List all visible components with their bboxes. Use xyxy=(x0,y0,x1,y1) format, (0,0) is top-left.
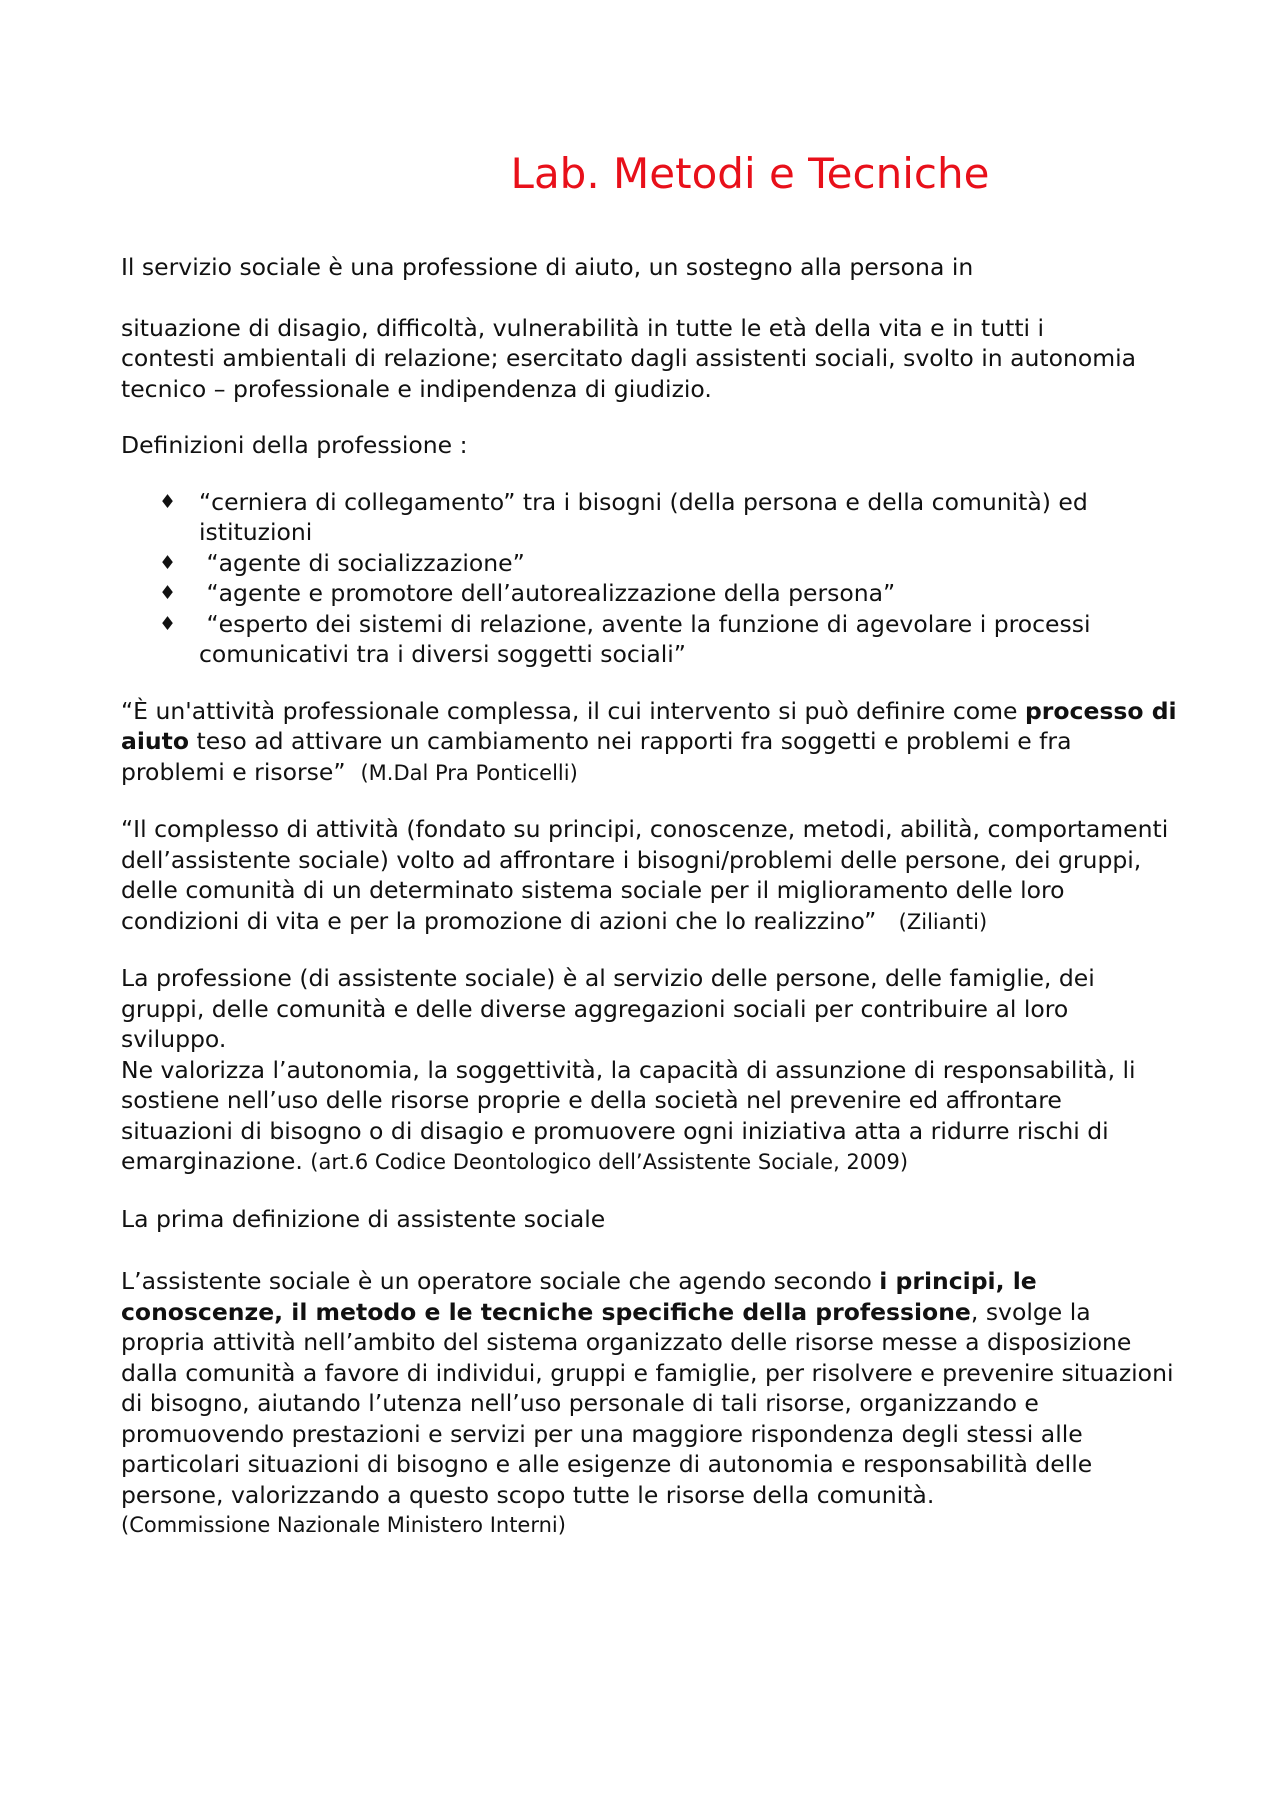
article-6-paragraph xyxy=(121,963,1181,1178)
quote-text: “È un'attività professionale complessa, il cui intervento si può definire come xyxy=(121,696,1025,725)
quote-text: “Il complesso di attività (fondato su principi, conoscenze, metodi, abilità, comportamenti dell’assistente sociale) volto ad affrontare i bisogni/problemi delle persone, dei gruppi, delle comunità di un determinato sistema sociale per il miglioramento delle loro condizioni di vita e per la promozione di azioni che lo realizzino” xyxy=(121,815,1176,935)
first-definition-paragraph xyxy=(121,1266,1181,1541)
list-item-text: “cerniera di collegamento” tra i bisogni (della persona e della comunità) ed istituzioni xyxy=(199,487,1088,546)
diamond-bullet-icon: ♦ xyxy=(159,551,177,574)
quote-bold-text: processo di aiuto xyxy=(121,696,1177,755)
intro-line-2: situazione di disagio, difficoltà, vulnerabilità in tutte le età della vita e in tutti i xyxy=(121,313,1045,342)
definition-text: L’assistente sociale è un operatore sociale che agendo secondo xyxy=(121,1267,880,1295)
intro-paragraph xyxy=(121,313,1181,405)
first-definition-text xyxy=(121,1266,1181,1480)
list-item xyxy=(121,578,1181,609)
page-title: Lab. Metodi e Tecniche xyxy=(510,149,990,198)
diamond-bullet-icon: ♦ xyxy=(159,582,177,604)
intro-line-4: tecnico – professionale e indipendenza di giudizio. xyxy=(121,374,712,403)
intro-line-1: Il servizio sociale è una professione di aiuto, un sostegno alla persona in xyxy=(121,253,974,281)
article-source: (art.6 Codice Deontologico dell’Assistente Sociale, 2009) xyxy=(310,1150,909,1174)
list-item-text: “agente e promotore dell’autorealizzazione della persona” xyxy=(199,579,896,607)
diamond-bullet-icon: ♦ xyxy=(159,490,177,513)
quote-text: teso ad attivare un cambiamento nei rapporti fra soggetti e problemi e fra problemi e risorse” xyxy=(121,727,1079,786)
article-text: Ne valorizza l’autonomia, la soggettività, la capacità di assunzione di responsabilità, li sostiene nell’uso delle risorse proprie e della società nel prevenire ed affrontare situazioni di bisogno o di disagio e promuovere ogni iniziativa atta a ridurre rischi di emarginazione. xyxy=(121,1055,1136,1175)
quote-source: (Zilianti) xyxy=(898,909,988,934)
definition-bold-text: i principi, le conoscenze, il metodo e le tecniche specifiche della professione xyxy=(121,1267,1037,1326)
diamond-bullet-icon: ♦ xyxy=(159,612,177,635)
article-text: La professione (di assistente sociale) è al servizio delle persone, delle famiglie, dei gruppi, delle comunità e delle diverse aggregazioni sociali per contribuire al loro sviluppo. xyxy=(121,964,1095,1053)
definitions-list xyxy=(121,487,1181,670)
quote-dal-pra-ponticelli xyxy=(121,696,1181,789)
first-definition-heading: La prima definizione di assistente sociale xyxy=(121,1204,606,1233)
definition-last-line: persone, valorizzando a questo scopo tutte le risorse della comunità. xyxy=(121,1480,935,1509)
list-item xyxy=(121,487,1181,548)
article-text-2 xyxy=(121,1055,1181,1178)
list-item xyxy=(121,548,1181,579)
list-item xyxy=(121,609,1181,670)
quote-zilianti xyxy=(121,814,1181,937)
definitions-heading: Definizioni della professione : xyxy=(121,431,468,459)
definition-text: , svolge la propria attività nell’ambito del sistema organizzato delle risorse messe a disposizione dalla comunità a favore di individui, gruppi e famiglie, per risolvere e prevenire situazioni di bisogno, aiutando l’utenza nell’uso personale di tali risorse, organizzando e promuovendo prestazioni e servizi per una maggiore rispondenza degli stessi alle particolari situazioni di bisogno e alle esigenze di autonomia e responsabilità delle xyxy=(121,1297,1174,1478)
list-item-text: “agente di socializzazione” xyxy=(199,548,525,577)
list-item-text: “esperto dei sistemi di relazione, avente la funzione di agevolare i processi comunicativi tra i diversi soggetti sociali” xyxy=(199,609,1099,668)
definition-source: (Commissione Nazionale Ministero Interni) xyxy=(121,1513,566,1537)
quote-source: (M.Dal Pra Ponticelli) xyxy=(360,760,578,785)
intro-line-3: contesti ambientali di relazione; esercitato dagli assistenti sociali, svolto in autonomia xyxy=(121,344,1137,372)
document-body xyxy=(121,252,1181,1541)
